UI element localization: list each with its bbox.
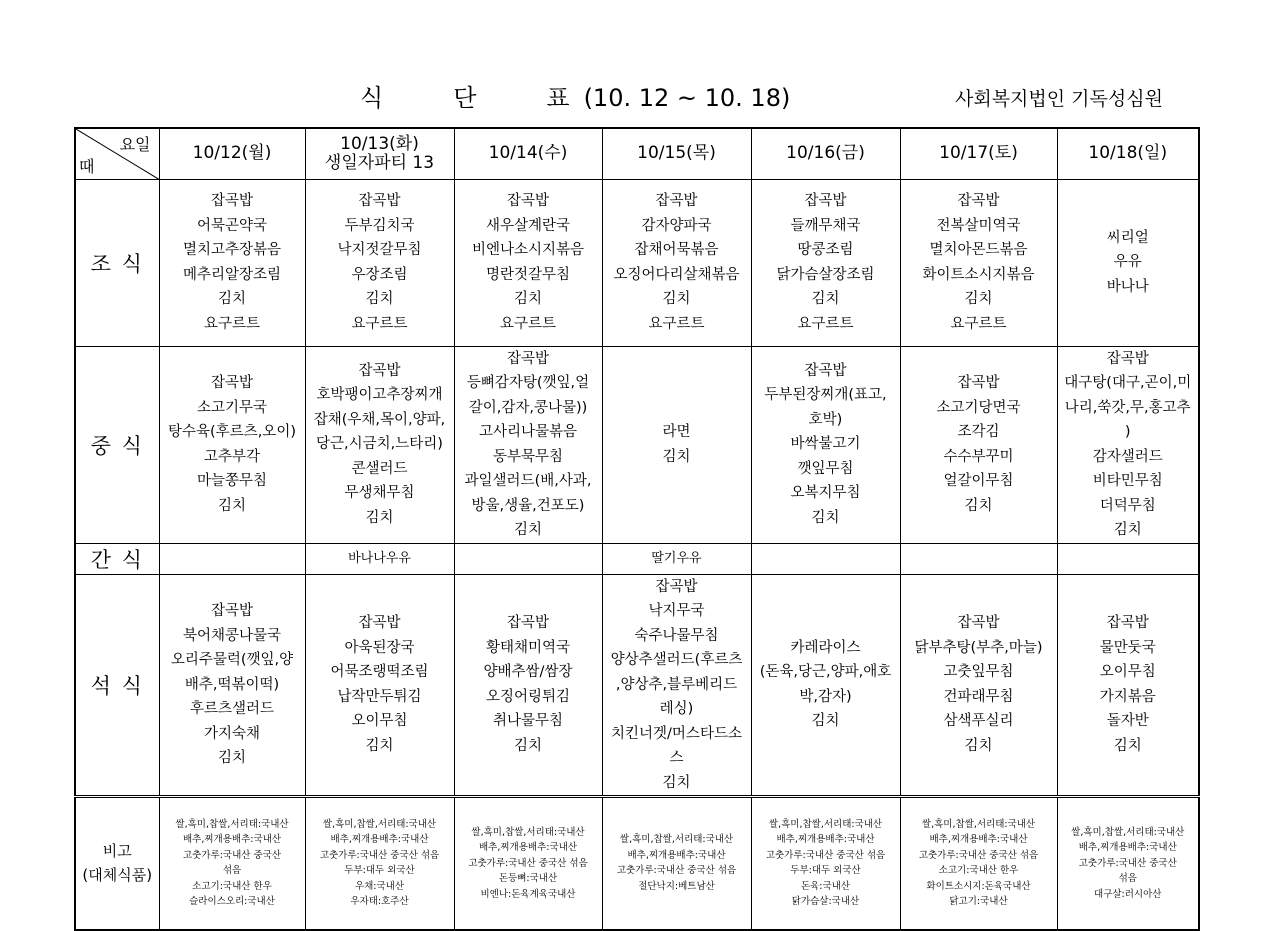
menu-item: 오징어링튀김	[485, 688, 571, 705]
menu-item: 삼색푸실리	[943, 713, 1014, 730]
menu-item: 김치	[513, 737, 542, 754]
menu-cell	[900, 574, 1057, 797]
remarks-line: 절단낙지:베트남산	[638, 880, 715, 892]
menu-item: 숙주나물무침	[634, 627, 719, 644]
remarks-line: 두부:대두 외국산	[790, 865, 861, 877]
menu-item: 호박)	[808, 411, 843, 428]
menu-item: 닭부추탕(부추,마늘)	[914, 639, 1043, 656]
menu-item: 감자양파국	[641, 217, 712, 234]
menu-item: 멸치고추장볶음	[182, 242, 282, 258]
menu-item: 전복살미역국	[936, 217, 1021, 234]
menu-item: 잡곡밥	[1106, 615, 1149, 632]
menu-item: 갈이,감자,콩나물))	[468, 399, 588, 416]
menu-item: 방울,생율,건포도)	[471, 497, 585, 514]
menu-item: 잡곡밥	[506, 193, 550, 209]
menu-item: 우유	[1113, 254, 1142, 271]
menu-item: 납작만두튀김	[337, 688, 422, 705]
menu-item: 등뼈감자탕(깻잎,얼	[466, 375, 590, 391]
remarks-line: 배추,찌개용배추:국내산	[627, 849, 726, 861]
remarks-line: 돈등뼈:국내산	[498, 873, 558, 884]
menu-item: 김치	[964, 291, 993, 307]
menu-item: 비타민무침	[1092, 473, 1163, 489]
remarks-line: 배추,찌개용배추:국내산	[330, 834, 429, 846]
menu-item: 낙지젓갈무침	[337, 242, 422, 258]
menu-item: 라면	[662, 424, 691, 440]
menu-item: 요구르트	[797, 315, 854, 332]
title-period: (10. 12 ~ 10. 18)	[583, 84, 791, 112]
menu-item: 후르츠샐러드	[189, 701, 275, 717]
menu-item: 오리주물럭(깻잎,양	[170, 652, 294, 668]
remarks-line: 배추,찌개용배추:국내산	[479, 842, 577, 853]
menu-item: 바나나	[1106, 278, 1149, 295]
menu-item: 대구탕(대구,곤이,미	[1064, 375, 1192, 391]
remarks-line: 배추,찌개용배추:국내산	[1078, 842, 1177, 853]
menu-item: 카레라이스	[790, 639, 861, 656]
menu-cell	[1057, 346, 1199, 543]
day-header-4: 10/16(금)	[751, 128, 900, 179]
menu-item: 호박팽이고추장찌개	[316, 387, 443, 404]
remarks-line: 비엔나:돈육계육국내산	[480, 888, 576, 900]
title-char-3: 표	[546, 84, 570, 112]
menu-item: 가지볶음	[1099, 688, 1156, 705]
menu-item: 동부묵무침	[492, 448, 564, 465]
menu-cell	[454, 346, 602, 543]
menu-item: 화이트소시지볶음	[922, 266, 1035, 283]
remarks-cell	[454, 797, 602, 930]
menu-cell	[159, 346, 305, 543]
day-header-0: 10/12(월)	[159, 128, 305, 179]
menu-cell	[305, 543, 454, 574]
menu-item: 닭가슴살장조림	[776, 266, 875, 283]
menu-item: 잡곡밥	[210, 603, 254, 619]
menu-item: 비엔나소시지볶음	[471, 242, 585, 258]
menu-cell	[159, 574, 305, 797]
remarks-line: 소고기:국내산 한우	[192, 880, 272, 892]
menu-item: 레싱)	[659, 701, 694, 717]
menu-item: 잡곡밥	[957, 193, 1000, 209]
corner-meal-label: 때	[79, 156, 95, 176]
remarks-line: 고춧가루:국내산 중국산 섞음	[468, 857, 588, 869]
menu-item: 김치	[217, 291, 246, 307]
menu-item: 오복지무침	[790, 485, 861, 502]
remarks-line: 두부:대두 외국산	[344, 865, 415, 877]
remarks-line: 쌀,흑미,찹쌀,서리태:국내산	[322, 818, 437, 830]
menu-item: 바나나우유	[348, 551, 411, 566]
meal-row-snack	[75, 543, 1199, 574]
menu-item: 치킨너겟/머스타드소	[611, 725, 742, 742]
menu-item: 스	[669, 750, 684, 766]
menu-item: 건파래무침	[943, 688, 1014, 705]
corner-cell	[75, 128, 159, 179]
menu-item: 고추부각	[203, 448, 261, 465]
menu-item: 마늘쫑무침	[196, 473, 268, 489]
remarks-cell	[751, 797, 900, 930]
remarks-line: 쌀,흑미,찹쌀,서리태:국내산	[619, 834, 734, 846]
menu-item: 잡곡밥	[804, 193, 847, 209]
menu-item: 김치	[513, 291, 542, 307]
day-header-6: 10/18(일)	[1057, 128, 1199, 179]
menu-item: 어묵조랭떡조림	[330, 664, 429, 681]
menu-item: 김치	[513, 522, 542, 538]
menu-item: 나리,쑥갓,무,홍고추	[1064, 399, 1191, 416]
menu-cell	[602, 574, 751, 797]
menu-item: 무생채무침	[344, 485, 415, 502]
menu-item: 요구르트	[203, 315, 261, 332]
menu-cell	[1057, 574, 1199, 797]
menu-item: 명란젓갈무침	[485, 266, 571, 283]
menu-item: 김치	[217, 497, 246, 514]
menu-item: 북어채콩나물국	[182, 627, 282, 644]
menu-item: 요구르트	[950, 315, 1007, 332]
meal-row-lunch	[75, 346, 1199, 543]
menu-item: 배추,떡볶이떡)	[184, 676, 280, 693]
day-header-2: 10/14(수)	[454, 128, 602, 179]
menu-item: 김치	[811, 509, 840, 526]
meal-row-dinner	[75, 574, 1199, 797]
menu-item: 잡곡밥	[506, 350, 550, 367]
menu-item: 메추리알장조림	[182, 266, 282, 283]
menu-item: 땅콩조림	[797, 242, 854, 258]
menu-item: 잡곡밥	[957, 375, 1000, 391]
menu-item: 두부김치국	[344, 217, 415, 234]
remarks-line: 소고기:국내산 한우	[938, 865, 1019, 877]
menu-cell	[1057, 543, 1199, 574]
menu-item: 잡곡밥	[804, 362, 847, 379]
remarks-line: 고춧가루:국내산 중국산 섞음	[616, 865, 737, 877]
menu-item: 요구르트	[351, 315, 408, 332]
menu-item: (돈육,당근,양파,애호	[759, 664, 892, 681]
menu-cell	[159, 179, 305, 346]
menu-item: 취나물무침	[492, 713, 564, 730]
remarks-line: 섞음	[222, 865, 242, 877]
remarks-line: 고춧가루:국내산 중국산 섞음	[765, 849, 886, 861]
menu-item: 잡곡밥	[655, 193, 698, 209]
remarks-line: 우채:국내산	[354, 880, 405, 892]
menu-item: 조각김	[957, 424, 1000, 440]
header-row	[75, 128, 1199, 179]
menu-item: 탕수육(후르츠,오이)	[168, 424, 296, 440]
menu-item: 잡곡밥	[210, 375, 254, 391]
day-header-1: 10/13(화) 생일자파티 13	[305, 128, 454, 179]
menu-item: 더덕무침	[1099, 497, 1156, 514]
menu-item: 오징어다리살채볶음	[613, 266, 740, 283]
meal-label: 간 식	[75, 543, 159, 574]
menu-item: 수수부꾸미	[943, 448, 1014, 465]
menu-item: 잡곡밥	[506, 615, 550, 632]
menu-item: 양배추쌈/쌈장	[483, 664, 573, 681]
menu-item: 잡채(우채,목이,양파,	[313, 411, 446, 428]
menu-item: 고사리나물볶음	[478, 424, 578, 440]
menu-item: 오이무침	[351, 713, 408, 730]
menu-item: 김치	[662, 291, 691, 307]
menu-item: 김치	[365, 509, 394, 526]
menu-cell	[751, 574, 900, 797]
menu-cell	[454, 179, 602, 346]
menu-cell	[900, 179, 1057, 346]
meal-label: 중 식	[75, 346, 159, 543]
menu-cell	[751, 543, 900, 574]
remarks-line: 쌀,흑미,찹쌀,서리태:국내산	[921, 818, 1036, 830]
remarks-cell	[1057, 797, 1199, 930]
menu-item: 딸기우유	[651, 551, 702, 566]
menu-item: 김치	[811, 713, 840, 730]
menu-item: 콘샐러드	[351, 460, 408, 477]
menu-item: 잡곡밥	[210, 193, 254, 209]
menu-item: 박,감자)	[799, 688, 852, 705]
remarks-cell	[159, 797, 305, 930]
menu-item: 바싹불고기	[790, 436, 861, 453]
menu-cell	[159, 543, 305, 574]
menu-cell	[305, 179, 454, 346]
menu-cell	[305, 574, 454, 797]
menu-item: 김치	[964, 497, 993, 514]
menu-item: 물만둣국	[1099, 639, 1156, 656]
menu-item: )	[1124, 424, 1131, 440]
remarks-line: 배추,찌개용배추:국내산	[776, 834, 875, 846]
menu-item: 가지숙채	[203, 725, 261, 742]
menu-item: 씨리얼	[1106, 229, 1149, 246]
menu-table	[74, 127, 1200, 931]
menu-item: 김치	[1113, 737, 1142, 754]
menu-item: 멸치아몬드볶음	[929, 242, 1028, 258]
remarks-line: 쌀,흑미,찹쌀,서리태:국내산	[175, 818, 289, 830]
remarks-line: 배추,찌개용배추:국내산	[929, 834, 1028, 846]
remarks-line: 돈육:국내산	[800, 880, 851, 892]
corner-day-label: 요일	[119, 135, 151, 154]
menu-item: 잡곡밥	[358, 193, 401, 209]
remarks-line: 고춧가루:국내산 중국산 섞음	[319, 849, 440, 861]
menu-item: 어묵곤약국	[196, 217, 268, 234]
menu-item: 잡곡밥	[358, 362, 401, 379]
menu-item: 우장조림	[351, 266, 408, 283]
remarks-line: 화이트소시지:돈육국내산	[926, 880, 1031, 892]
menu-cell	[602, 543, 751, 574]
remarks-line: 쌀,흑미,찹쌀,서리태:국내산	[471, 826, 585, 838]
remarks-line: 우자태:호주산	[350, 896, 409, 908]
remarks-cell	[305, 797, 454, 930]
menu-item: 들깨무채국	[790, 217, 861, 234]
page-title	[360, 78, 790, 113]
menu-cell	[900, 346, 1057, 543]
menu-cell	[454, 543, 602, 574]
menu-item: 요구르트	[499, 315, 557, 332]
menu-cell	[602, 346, 751, 543]
menu-item: 아욱된장국	[344, 639, 415, 656]
remarks-line: 닭고기:국내산	[949, 896, 1008, 908]
meal-row-breakfast	[75, 179, 1199, 346]
remarks-row	[75, 797, 1199, 930]
menu-cell	[454, 574, 602, 797]
menu-item: 김치	[217, 750, 246, 766]
remarks-line: 쌀,흑미,찹쌀,서리태:국내산	[768, 818, 883, 830]
menu-item: 잡곡밥	[655, 578, 698, 595]
remarks-cell	[900, 797, 1057, 930]
menu-item: 과일샐러드(배,사과,	[464, 473, 592, 489]
remarks-cell	[602, 797, 751, 930]
menu-item: 낙지무국	[648, 603, 705, 619]
remarks-line: 섞음	[1118, 873, 1137, 884]
menu-item: 돌자반	[1106, 713, 1149, 730]
remarks-line: 배추,찌개용배추:국내산	[183, 834, 281, 846]
menu-item: 두부된장찌개(표고,	[764, 387, 887, 404]
menu-item: 당근,시금치,느타리)	[316, 436, 443, 453]
menu-item: 얼갈이무침	[943, 473, 1014, 489]
remarks-line: 대구살:러시아산	[1094, 888, 1162, 900]
menu-item: 새우살계란국	[485, 217, 571, 234]
menu-item: 깻잎무침	[797, 460, 854, 477]
menu-item: 감자샐러드	[1092, 448, 1163, 465]
menu-item: 고춧잎무침	[943, 664, 1014, 681]
menu-cell	[751, 346, 900, 543]
remarks-line: 슬라이스오리:국내산	[189, 896, 275, 908]
menu-item: 황태채미역국	[485, 639, 571, 656]
remarks-label: 비고 (대체식품)	[75, 797, 159, 930]
menu-item: 잡곡밥	[1106, 350, 1149, 367]
menu-item: 김치	[365, 291, 394, 307]
remarks-line: 닭가슴살:국내산	[791, 896, 860, 908]
menu-cell	[1057, 179, 1199, 346]
remarks-line: 고춧가루:국내산 중국산	[1078, 857, 1177, 869]
meal-label: 석 식	[75, 574, 159, 797]
remarks-line: 고춧가루:국내산 중국산 섞음	[918, 849, 1039, 861]
remarks-line: 쌀,흑미,찹쌀,서리태:국내산	[1071, 826, 1185, 838]
menu-item: 잡곡밥	[957, 615, 1000, 632]
menu-item: 김치	[365, 737, 394, 754]
menu-item: 김치	[964, 737, 993, 754]
meal-label: 조 식	[75, 179, 159, 346]
organization-name: 사회복지법인 기독성심원	[955, 88, 1163, 110]
menu-item: 잡채어묵볶음	[634, 242, 719, 258]
menu-item: 요구르트	[648, 315, 705, 332]
menu-cell	[602, 179, 751, 346]
menu-item: 김치	[811, 291, 840, 307]
menu-cell	[305, 346, 454, 543]
menu-cell	[900, 543, 1057, 574]
title-char-2: 단	[453, 84, 477, 112]
menu-item: 김치	[662, 448, 691, 465]
menu-item: 소고기당면국	[936, 399, 1021, 416]
day-header-5: 10/17(토)	[900, 128, 1057, 179]
menu-item: ,양상추,블루베리드	[615, 676, 738, 693]
menu-item: 잡곡밥	[358, 615, 401, 632]
menu-item: 소고기무국	[196, 399, 268, 416]
menu-cell	[751, 179, 900, 346]
menu-item: 오이무침	[1099, 664, 1156, 681]
title-char-1: 식	[360, 84, 384, 112]
menu-item: 김치	[662, 774, 691, 791]
menu-item: 김치	[1113, 522, 1142, 538]
remarks-line: 고춧가루:국내산 중국산	[183, 849, 281, 861]
menu-item: 양상추샐러드(후르츠	[610, 652, 743, 668]
day-header-3: 10/15(목)	[602, 128, 751, 179]
